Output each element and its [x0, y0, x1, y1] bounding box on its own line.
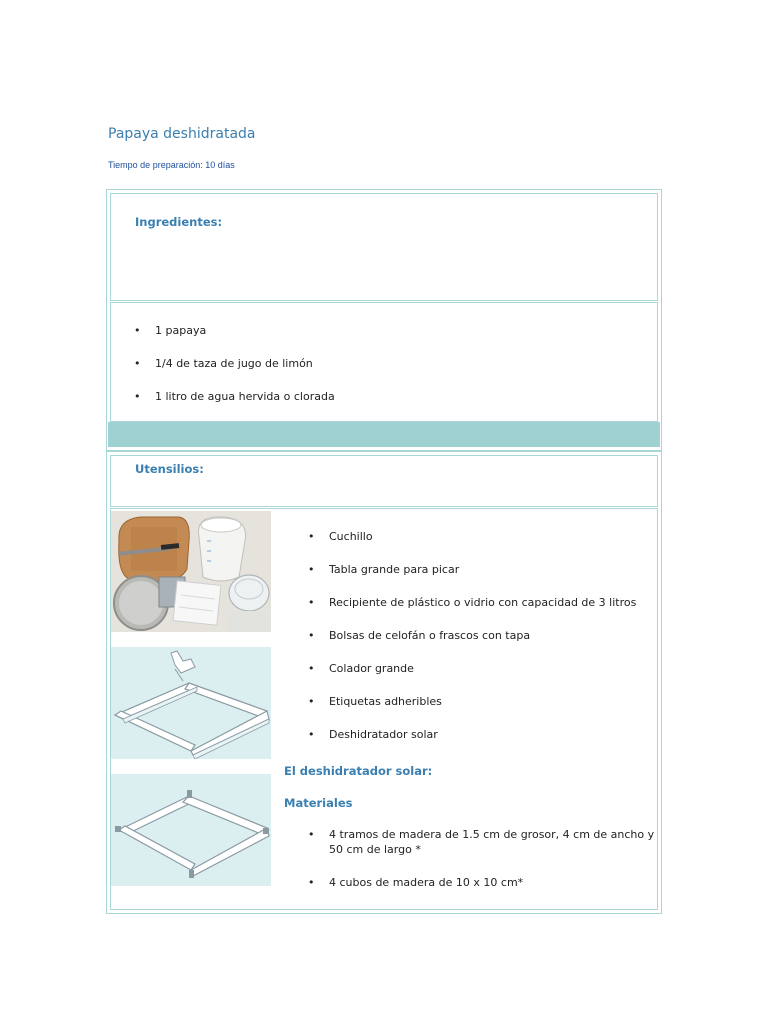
list-item: • Cuchillo [308, 530, 373, 543]
page-title: Papaya deshidratada [108, 126, 256, 142]
materials-heading: Materiales [284, 796, 353, 810]
utensils-heading: Utensilios: [135, 462, 204, 476]
list-item: • 4 cubos de madera de 10 x 10 cm* [308, 876, 524, 889]
list-item: • 1 litro de agua hervida o clorada [134, 390, 335, 403]
wood-frame-corner-blocks-diagram [111, 774, 271, 886]
list-item: • 4 tramos de madera de 1.5 cm de grosor, 4 cm de ancho y 50 cm de largo * [308, 828, 655, 856]
list-item: • Recipiente de plástico o vidrio con capacidad de 3 litros [308, 596, 637, 609]
utensils-section [106, 451, 662, 914]
utensils-list [308, 529, 637, 742]
list-item: • Colador grande [308, 662, 414, 675]
wood-frame-assembly-diagram [111, 647, 271, 759]
utensils-content-cell [110, 508, 658, 910]
ingredients-section [106, 189, 662, 451]
materials-list [308, 827, 659, 890]
prep-time: Tiempo de preparación: 10 días [108, 160, 235, 170]
section-divider-band [108, 422, 660, 447]
list-item: • 1 papaya [134, 324, 207, 337]
list-item: • Bolsas de celofán o frascos con tapa [308, 629, 531, 642]
list-item: • 1/4 de taza de jugo de limón [134, 357, 313, 370]
utensils-header-cell [110, 455, 658, 507]
ingredients-heading: Ingredientes: [135, 215, 223, 229]
ingredients-header-cell [110, 193, 658, 301]
kitchen-utensils-photo [111, 511, 271, 632]
list-item: • Tabla grande para picar [308, 563, 460, 576]
ingredients-list [134, 323, 335, 404]
list-item: • Etiquetas adheribles [308, 695, 442, 708]
list-item: • Deshidratador solar [308, 728, 438, 741]
ingredients-list-cell [110, 302, 658, 422]
solar-dehydrator-heading: El deshidratador solar: [284, 764, 433, 778]
